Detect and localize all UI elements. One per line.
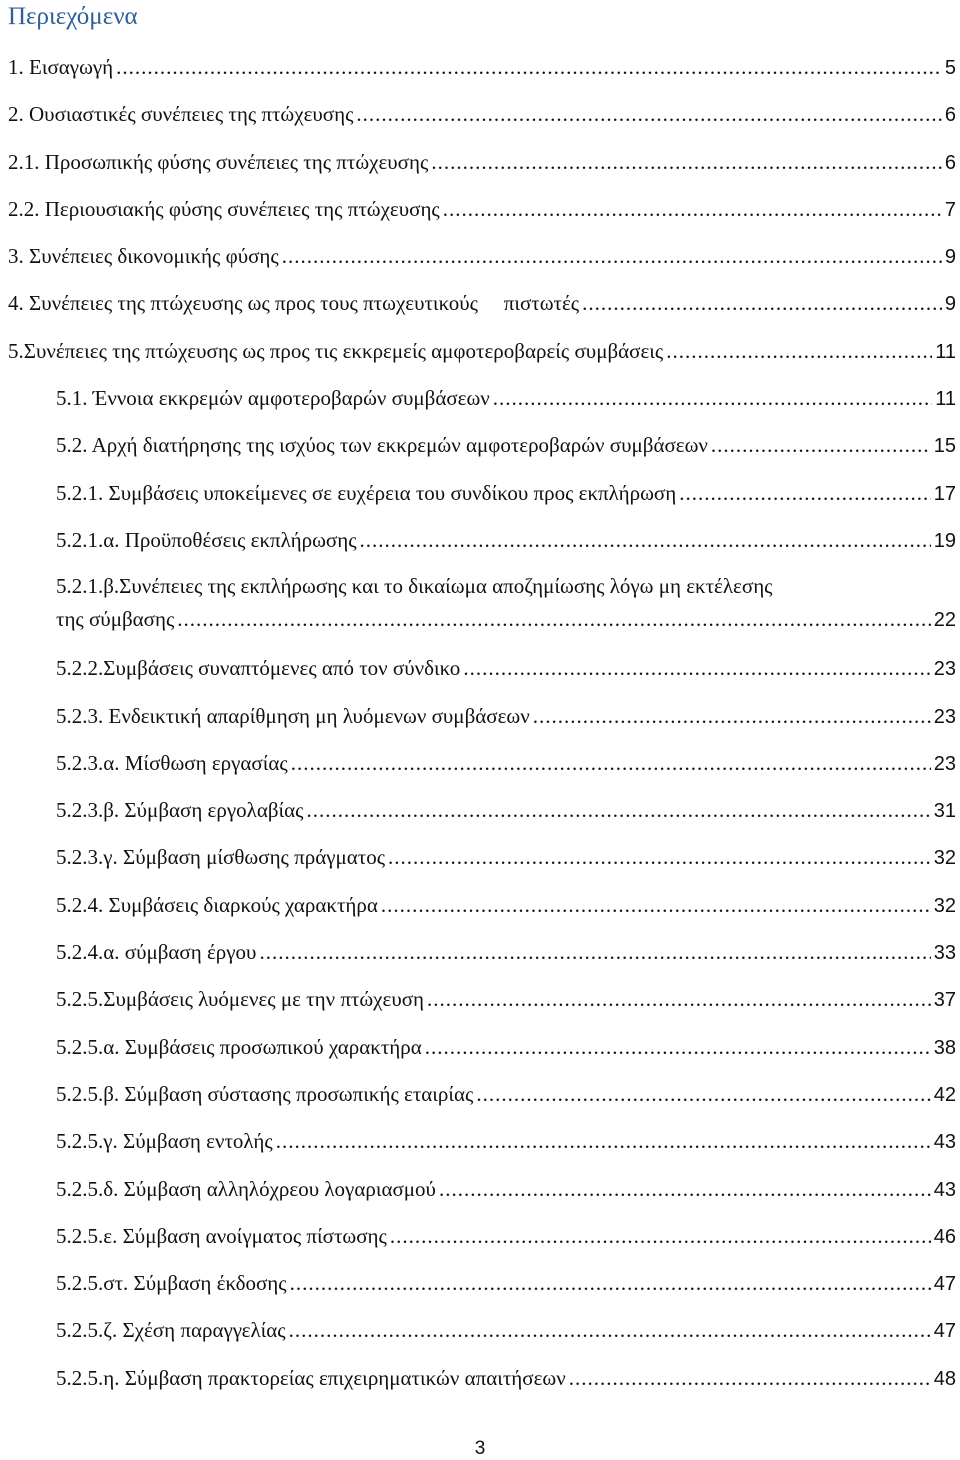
toc-dot-leader xyxy=(388,834,931,881)
toc-entry-5-2-1-b[interactable] xyxy=(0,564,960,645)
toc-entry-page: 23 xyxy=(933,658,956,681)
toc-entry-2[interactable] xyxy=(0,91,960,138)
toc-entry-text: 1. Εισαγωγή xyxy=(8,55,114,79)
toc-dot-leader xyxy=(425,1024,931,1071)
toc-dot-leader xyxy=(711,422,931,469)
toc-entry-5-2-3-a[interactable] xyxy=(0,740,960,787)
toc-dot-leader xyxy=(582,280,942,327)
toc-dot-leader xyxy=(476,1071,930,1118)
toc-dot-leader xyxy=(666,328,932,375)
toc-dot-leader xyxy=(443,186,942,233)
toc-entry-2-2[interactable] xyxy=(0,186,960,233)
toc-entry-page: 46 xyxy=(933,1225,956,1248)
toc-dot-leader xyxy=(289,1307,931,1354)
toc-dot-leader xyxy=(290,1260,931,1307)
toc-entry-page: 47 xyxy=(933,1273,956,1296)
toc-entry-page: 6 xyxy=(944,151,956,174)
toc-entry-page: 6 xyxy=(944,104,956,127)
toc-entry-page: 19 xyxy=(933,529,956,552)
toc-dot-leader xyxy=(381,882,931,929)
toc-entry-page: 42 xyxy=(933,1083,956,1106)
toc-entry-text: 5.2. Αρχή διατήρησης της ισχύος των εκκρεμών αμφοτεροβαρών συμβάσεων xyxy=(56,433,708,458)
toc-entry-4[interactable] xyxy=(0,280,960,327)
toc-list xyxy=(0,44,960,1402)
toc-dot-leader xyxy=(276,1118,931,1165)
toc-entry-text: 5.2.3. Ενδεικτική απαρίθμηση μη λυόμενων συμβάσεων xyxy=(56,703,530,728)
toc-dot-leader xyxy=(360,517,931,564)
toc-entry-5-2-4-a[interactable] xyxy=(0,929,960,976)
toc-entry-5-2-5-c[interactable] xyxy=(0,1118,960,1165)
toc-entry-5-2-3-c[interactable] xyxy=(0,834,960,881)
toc-entry-text: 5.2.4.α. σύμβαση έργου xyxy=(56,940,257,965)
toc-dot-leader xyxy=(306,787,930,834)
toc-entry-5-2-5-z[interactable] xyxy=(0,1307,960,1354)
toc-entry-text: 2.2. Περιουσιακής φύσης συνέπειες της πτώχευσης xyxy=(8,196,440,221)
toc-entry-text: 5.2.5.δ. Σύμβαση αλληλόχρεου λογαριασμού xyxy=(56,1176,436,1201)
toc-entry-text: 5.2.5.ζ. Σχέση παραγγελίας xyxy=(56,1318,286,1343)
toc-dot-leader xyxy=(390,1213,931,1260)
toc-dot-leader xyxy=(356,91,941,138)
toc-entry-5-2-4[interactable] xyxy=(0,882,960,929)
toc-dot-leader xyxy=(177,603,930,636)
toc-entry-page: 32 xyxy=(933,894,956,917)
toc-entry-5-2-5-a[interactable] xyxy=(0,1024,960,1071)
toc-entry-text: 5.2.5.Συμβάσεις λυόμενες με την πτώχευση xyxy=(56,987,425,1012)
toc-entry-page: 47 xyxy=(933,1320,956,1343)
toc-dot-leader xyxy=(569,1355,931,1402)
toc-entry-5-2-5-h[interactable] xyxy=(0,1355,960,1402)
toc-entry-text: 5.2.5.ε. Σύμβαση ανοίγματος πίστωσης xyxy=(56,1223,387,1248)
toc-entry-text: 5.2.3.β. Σύμβαση εργολαβίας xyxy=(56,798,304,823)
toc-dot-leader xyxy=(679,470,931,517)
toc-entry-page: 9 xyxy=(944,293,956,316)
toc-title: Περιεχόμενα xyxy=(8,3,138,30)
toc-entry-text: 3. Συνέπειες δικονομικής φύσης xyxy=(8,244,279,269)
toc-entry-page: 7 xyxy=(944,198,956,221)
toc-entry-5-2-5-d[interactable] xyxy=(0,1166,960,1213)
toc-entry-5-2-5-e[interactable] xyxy=(0,1213,960,1260)
toc-entry-5-2-5[interactable] xyxy=(0,976,960,1023)
toc-dot-leader xyxy=(463,645,930,692)
toc-entry-page: 15 xyxy=(933,435,956,458)
toc-entry-page: 11 xyxy=(935,388,956,411)
toc-entry-5-2-1-a[interactable] xyxy=(0,517,960,564)
toc-entry-text: 5.2.5.η. Σύμβαση πρακτορείας επιχειρηματικών απαιτήσεων xyxy=(56,1365,566,1390)
toc-entry-page: 43 xyxy=(933,1131,956,1154)
toc-entry-5-2-5-st[interactable] xyxy=(0,1260,960,1307)
toc-entry-text: 5.Συνέπειες της πτώχευσης ως προς τις εκκρεμείς αμφοτεροβαρείς συμβάσεις xyxy=(8,338,664,363)
toc-dot-leader xyxy=(533,693,931,740)
toc-entry-page: 17 xyxy=(933,482,956,505)
toc-entry-page: 38 xyxy=(933,1036,956,1059)
toc-entry-text: 4. Συνέπειες της πτώχευσης ως προς τους πτωχευτικούς xyxy=(8,291,478,316)
toc-entry-page: 48 xyxy=(933,1367,956,1390)
toc-entry-page: 9 xyxy=(944,246,956,269)
toc-entry-5-1[interactable] xyxy=(0,375,960,422)
toc-dot-leader xyxy=(282,233,942,280)
toc-entry-page: 31 xyxy=(933,800,956,823)
toc-entry-page: 22 xyxy=(933,609,956,632)
toc-entry-text: 5.2.1. Συμβάσεις υποκείμενες σε ευχέρεια του συνδίκου προς εκπλήρωση xyxy=(56,480,677,505)
toc-dot-leader xyxy=(427,976,931,1023)
toc-dot-leader xyxy=(259,929,930,976)
toc-entry-text: 5.1. Έννοια εκκρεμών αμφοτεροβαρών συμβάσεων xyxy=(56,386,490,411)
toc-entry-text: 5.2.5.στ. Σύμβαση έκδοσης xyxy=(56,1271,287,1296)
toc-entry-text: 2.1. Προσωπικής φύσης συνέπειες της πτώχευσης xyxy=(8,149,429,174)
toc-entry-text: 5.2.5.α. Συμβάσεις προσωπικού χαρακτήρα xyxy=(56,1034,422,1059)
toc-dot-leader xyxy=(493,375,932,422)
toc-entry-text: 5.2.2.Συμβάσεις συναπτόμενες από τον σύνδικο xyxy=(56,656,461,681)
toc-entry-page: 37 xyxy=(933,989,956,1012)
toc-entry-5-2-2[interactable] xyxy=(0,645,960,692)
toc-dot-leader xyxy=(116,44,942,91)
toc-entry-5-2-3-b[interactable] xyxy=(0,787,960,834)
toc-entry-line2 xyxy=(56,603,956,637)
toc-dot-leader xyxy=(431,139,942,186)
toc-entry-text: 5.2.1.β.Συνέπειες της εκπλήρωσης και το δικαίωμα αποζημίωσης λόγω μη εκτέλεσης xyxy=(56,574,773,599)
toc-entry-page: 43 xyxy=(933,1178,956,1201)
toc-entry-page: 33 xyxy=(933,942,956,965)
toc-entry-page: 32 xyxy=(933,847,956,870)
toc-entry-5-2-3[interactable] xyxy=(0,693,960,740)
page-number: 3 xyxy=(474,1438,486,1459)
toc-entry-text: 2. Ουσιαστικές συνέπειες της πτώχευσης xyxy=(8,102,354,127)
toc-entry-text: 5.2.1.α. Προϋποθέσεις εκπλήρωσης xyxy=(56,527,357,552)
toc-entry-text: 5.2.5.γ. Σύμβαση εντολής xyxy=(56,1129,273,1154)
toc-entry-page: 23 xyxy=(933,705,956,728)
toc-entry-5-2[interactable] xyxy=(0,422,960,469)
toc-entry-page: 11 xyxy=(935,340,956,363)
toc-entry-5-2-5-b[interactable] xyxy=(0,1071,960,1118)
toc-entry-3[interactable] xyxy=(0,233,960,280)
toc-entry-text: 5.2.3.α. Μίσθωση εργασίας xyxy=(56,750,288,775)
toc-entry-5[interactable] xyxy=(0,328,960,375)
toc-dot-leader xyxy=(291,740,931,787)
toc-entry-page: 5 xyxy=(944,57,956,79)
toc-entry-text: 5.2.4. Συμβάσεις διαρκούς χαρακτήρα xyxy=(56,892,378,917)
toc-entry-5-2-1[interactable] xyxy=(0,470,960,517)
toc-entry-page: 23 xyxy=(933,752,956,775)
toc-entry-text: 5.2.5.β. Σύμβαση σύστασης προσωπικής εταιρίας xyxy=(56,1081,474,1106)
toc-entry-text-continued: της σύμβασης xyxy=(56,607,175,632)
toc-entry-1[interactable] xyxy=(0,44,960,91)
toc-entry-2-1[interactable] xyxy=(0,139,960,186)
toc-entry-text: 5.2.3.γ. Σύμβαση μίσθωσης πράγματος xyxy=(56,845,386,870)
toc-dot-leader xyxy=(439,1166,931,1213)
toc-entry-text-continued: πιστωτές xyxy=(503,291,580,316)
